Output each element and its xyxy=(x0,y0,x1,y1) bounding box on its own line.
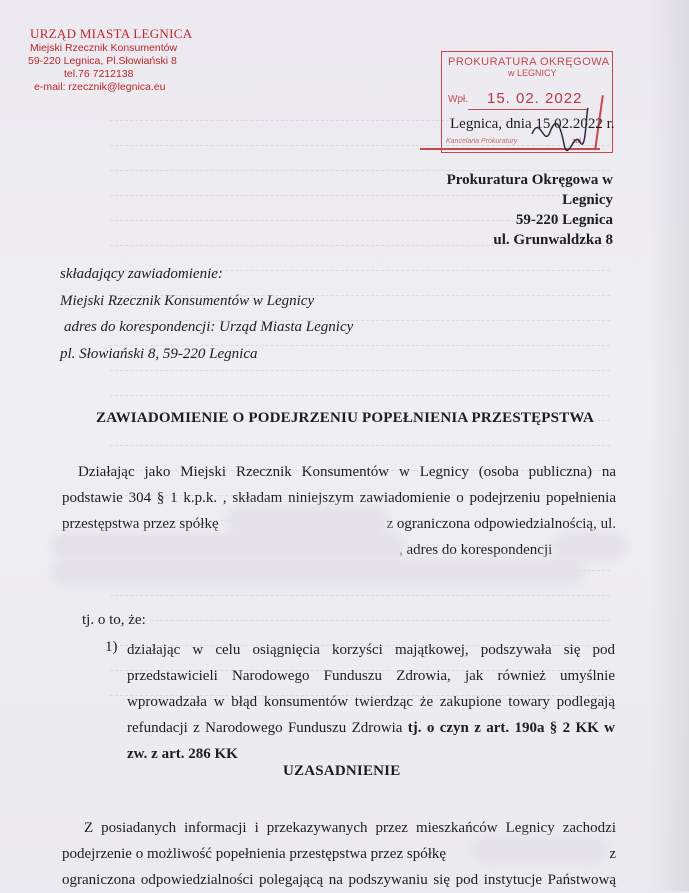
letterhead xyxy=(28,26,193,94)
submitter-name: Miejski Rzecznik Konsumentów w Legnicy xyxy=(60,292,315,309)
redaction-company-name-2 xyxy=(480,842,600,858)
charge-description: działając w celu osiągnięcia korzyści majątkowej, podszywała się pod przedstawicieli Narodowego Funduszu Zdrowia, jak również umyślnie wprowadzała w błąd konsumentów twierdząc że zakupione towary podlegają refundacji z Narodowego Funduszu Zdrowia xyxy=(127,642,615,736)
handwritten-signature xyxy=(530,104,590,154)
date-line: Legnica, dnia 15.02.2022 r. xyxy=(450,116,615,132)
redaction-company-name xyxy=(232,512,382,528)
submitter-label: składający zawiadomienie: xyxy=(60,266,223,282)
charge-legal-basis: tj. o czyn z art. 190a § 2 KK w zw. z art. 286 KK xyxy=(127,720,615,762)
stamp-title: PROKURATURA OKRĘGOWA xyxy=(448,56,610,68)
stamp-footer: Kancelaria Prokuratury xyxy=(446,138,518,145)
letterhead-name: URZĄD MIASTA LEGNICA xyxy=(30,26,193,41)
recipient-line-3: 59-220 Legnica xyxy=(515,212,613,228)
recipient-line-4: ul. Grunwaldzka 8 xyxy=(493,232,613,248)
redaction-line5 xyxy=(58,564,578,580)
paragraph1-line1: Działając jako Miejski Rzecznik Konsumentów w Legnicy (osoba publiczna) na xyxy=(78,464,616,480)
letterhead-office: Miejski Rzecznik Konsumentów xyxy=(30,42,178,54)
paragraph2-line1: Z posiadanych informacji i przekazywanych przez mieszkańców Legnicy zachodzi xyxy=(84,820,616,836)
paragraph1-line2: podstawie 304 § 1 k.p.k. , składam niniejszym zawiadomienie o podejrzeniu popełnienia xyxy=(62,490,616,506)
letterhead-email: e-mail: rzecznik@legnica.eu xyxy=(34,81,166,93)
letterhead-phone: tel.76 7212138 xyxy=(64,68,134,80)
document-title: ZAWIADOMIENIE O PODEJRZENIU POPEŁNIENIA PRZESTĘPSTWA xyxy=(96,410,594,426)
stamp-received-date: 15. 02. 2022 xyxy=(487,90,583,107)
stamp-footer-right: zał. xyxy=(572,138,583,145)
paragraph1-line4: , adres do korespondencji xyxy=(399,542,553,558)
stamp-received-label: Wpł. xyxy=(448,94,468,105)
letterhead-address: 59-220 Legnica, Pl.Słowiański 8 xyxy=(28,55,177,67)
submitter-block xyxy=(60,261,353,367)
redaction-address xyxy=(58,538,398,554)
paragraph2-line2b: z xyxy=(609,846,616,862)
redaction-correspondence xyxy=(560,538,620,554)
paragraph1-line3a: przestępstwa przez spółkę xyxy=(62,516,219,532)
submitter-address: pl. Słowiański 8, 59-220 Legnica xyxy=(60,345,258,362)
charge-intro: tj. o to, że: xyxy=(82,612,146,628)
charge-number: 1) xyxy=(105,639,118,655)
paragraph1-line3b: z ograniczona odpowiedzialnością, ul. xyxy=(386,516,616,532)
paragraph2-line3: ograniczona odpowiedzialności polegającą na podszywaniu się pod instytucje Państwową xyxy=(62,872,616,888)
recipient-line-1: Prokuratura Okręgowa w xyxy=(446,172,613,188)
justification-heading: UZASADNIENIE xyxy=(283,763,401,779)
paragraph2-line2a: podejrzenie o możliwość popełnienia przestępstwa przez spółkę xyxy=(62,846,447,862)
charge-text xyxy=(127,637,615,767)
stamp-city: w LEGNICY xyxy=(508,68,557,78)
recipient-block xyxy=(447,170,613,250)
recipient-line-2: Legnicy xyxy=(562,192,613,208)
submitter-address-label: adres do korespondencji: Urząd Miasta Legnicy xyxy=(64,319,354,335)
